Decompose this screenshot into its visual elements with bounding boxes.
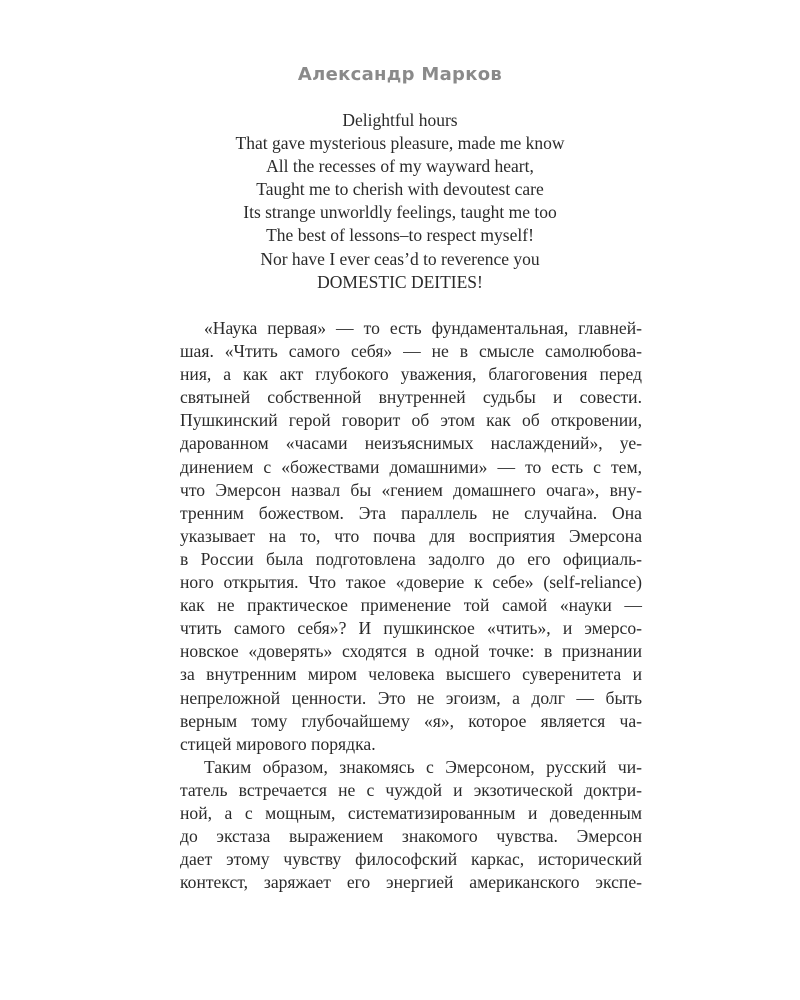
poem-epigraph — [0, 109, 800, 294]
text-line: шая. «Чтить самого себя» — не в смысле самолюбова- — [180, 341, 642, 362]
text-line: контекст, заряжает его энергией американского экспе- — [180, 872, 642, 893]
paragraph — [180, 317, 642, 756]
text-line: ния, а как акт глубокого уважения, благоговения перед — [180, 364, 642, 385]
text-line: что Эмерсон назвал бы «гением домашнего очага», вну- — [180, 479, 642, 500]
text-line: дает этому чувству философский каркас, исторический — [180, 849, 642, 870]
text-line: указывает на то, что почва для восприятия Эмерсона — [180, 525, 642, 546]
text-line: чтить самого себя»? И пушкинское «чтить», и эмерсо- — [180, 618, 642, 639]
text-line: до экстаза выражением знакомого чувства. Эмерсон — [180, 826, 642, 847]
text-line: ной, а с мощным, систематизированным и доведенным — [180, 802, 642, 823]
poem-line: Delightful hours — [342, 110, 458, 130]
text-line: Пушкинский герой говорит об этом как об откровении, — [180, 410, 642, 431]
poem-line: DOMESTIC DEITIES! — [317, 271, 483, 292]
text-line: ного открытия. Что такое «доверие к себе» (self-reliance) — [180, 572, 642, 593]
text-line: непреложной ценности. Это не эгоизм, а долг — быть — [180, 687, 642, 708]
poem-line: All the recesses of my wayward heart, — [266, 156, 534, 177]
poem-line: Nor have I ever ceas’d to reverence you — [260, 248, 540, 269]
text-line: татель встречается не с чуждой и экзотической доктри- — [180, 779, 642, 800]
poem-line: The best of lessons–to respect myself! — [266, 225, 534, 246]
body-text — [180, 317, 642, 894]
running-header-author: Александр Марков — [297, 64, 503, 85]
text-line: динением с «божествами домашними» — то есть с тем, — [180, 456, 642, 477]
text-line: за внутренним миром человека высшего суверенитета и — [180, 664, 642, 685]
text-line: дарованном «часами неизъяснимых наслаждений», уе- — [180, 433, 642, 454]
poem-line: Its strange unworldly feelings, taught me too — [243, 202, 557, 223]
text-line: верным тому глубочайшему «я», которое является ча- — [180, 710, 642, 731]
text-line: как не практическое применение той самой «науки — — [180, 595, 642, 616]
text-line: святыней собственной внутренней судьбы и совести. — [180, 387, 642, 408]
text-line: Таким образом, знакомясь с Эмерсоном, русский чи- — [204, 756, 642, 777]
paragraph — [180, 756, 642, 895]
text-line: тренним божеством. Эта параллель не случайна. Она — [180, 502, 642, 523]
poem-line: That gave mysterious pleasure, made me know — [235, 133, 565, 154]
text-line: в России была подготовлена задолго до его официаль- — [180, 548, 642, 569]
text-line: новское «доверять» сходятся в одной точке: в признании — [180, 641, 642, 662]
text-line: стицей мирового порядка. — [180, 733, 376, 754]
text-line: «Наука первая» — то есть фундаментальная, главней- — [204, 318, 642, 338]
poem-line: Taught me to cherish with devoutest care — [256, 179, 544, 200]
